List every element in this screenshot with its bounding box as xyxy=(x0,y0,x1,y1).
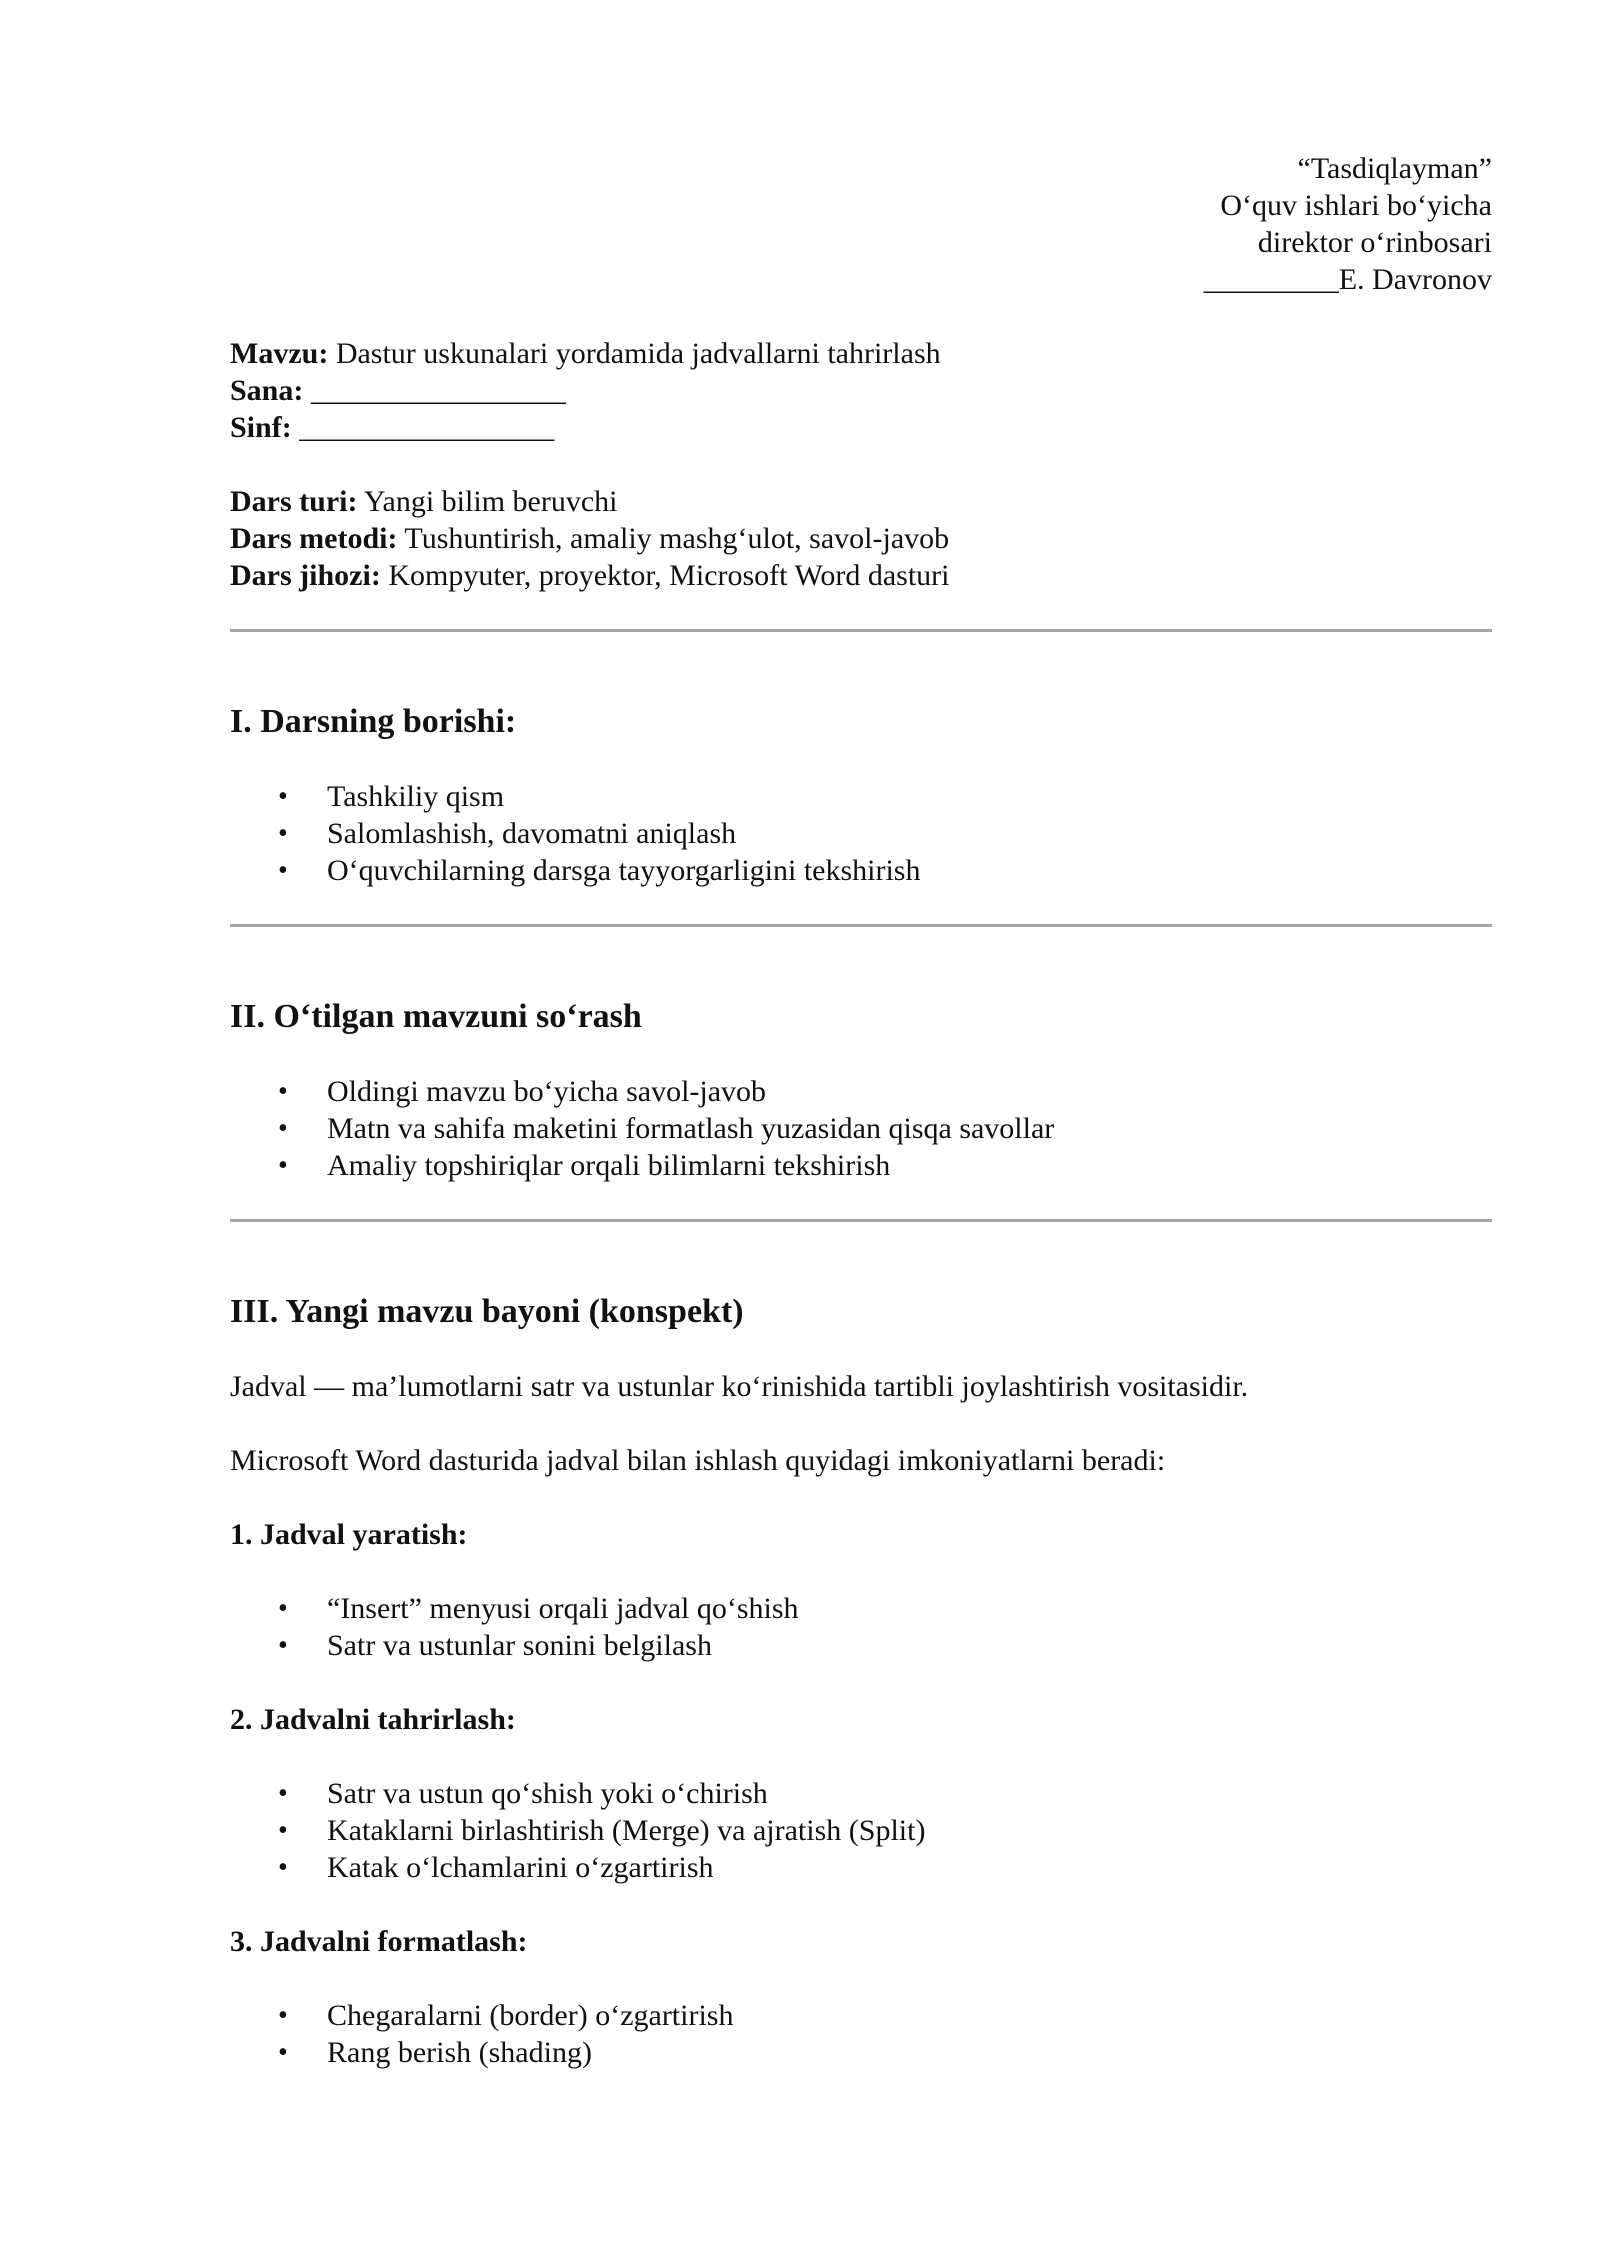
bullet-icon: • xyxy=(278,1113,288,1144)
list-item: • Oldingi mavzu bo‘yicha savol-javob xyxy=(278,1075,767,1108)
bullet-icon: • xyxy=(278,1150,288,1181)
date-value: _________________ xyxy=(303,374,566,407)
subsection-title: 2. Jadvalni tahrirlash: xyxy=(230,1703,516,1736)
subsection-title: 3. Jadvalni formatlash: xyxy=(230,1925,528,1958)
topic-row xyxy=(230,335,1492,372)
section-title: I. Darsning borishi: xyxy=(230,703,517,740)
section-title: III. Yangi mavzu bayoni (konspekt) xyxy=(230,1293,744,1330)
list-item: • Katak o‘lchamlarini o‘zgartirish xyxy=(278,1851,714,1884)
class-value: _________________ xyxy=(291,411,555,444)
list-item: • O‘quvchilarning darsga tayyorgarligini tekshirish xyxy=(278,854,921,887)
document-page xyxy=(230,150,1492,2071)
approval-line: O‘quv ishlari bo‘yicha xyxy=(1220,189,1492,222)
paragraph: Jadval — ma’lumotlarni satr va ustunlar ko‘rinishida tartibli joylashtirish vositasidir. xyxy=(230,1370,1249,1403)
approval-block xyxy=(230,150,1492,298)
bullet-icon: • xyxy=(278,1630,288,1661)
section-title: II. O‘tilgan mavzuni so‘rash xyxy=(230,998,642,1035)
approval-line: “Tasdiqlayman” xyxy=(1297,152,1492,185)
approval-line: direktor o‘rinbosari xyxy=(1257,226,1492,259)
lesson-equipment-row xyxy=(230,557,1492,594)
paragraph: Microsoft Word dasturida jadval bilan ishlash quyidagi imkoniyatlarni beradi: xyxy=(230,1444,1166,1477)
bullet-icon: • xyxy=(278,818,288,849)
lesson-method-value: Tushuntirish, amaliy mashg‘ulot, savol-javob xyxy=(397,522,950,555)
list-item: • “Insert” menyusi orqali jadval qo‘shish xyxy=(278,1592,799,1625)
section2-list xyxy=(230,1073,1492,1184)
list-item: • Chegaralarni (border) o‘zgartirish xyxy=(278,1999,734,2032)
bullet-icon: • xyxy=(278,781,288,812)
date-label: Sana: xyxy=(230,374,304,407)
bullet-icon: • xyxy=(278,1593,288,1624)
topic-label: Mavzu: xyxy=(230,337,329,370)
bullet-icon: • xyxy=(278,2000,288,2031)
list-item: • Kataklarni birlashtirish (Merge) va ajratish (Split) xyxy=(278,1814,926,1847)
bullet-icon: • xyxy=(278,855,288,886)
lesson-method-label: Dars metodi: xyxy=(230,522,398,555)
lesson-method-row xyxy=(230,520,1492,557)
subsection2-list xyxy=(230,1775,1492,1886)
topic-value: Dastur uskunalari yordamida jadvallarni tahrirlash xyxy=(328,337,941,370)
list-item: • Tashkiliy qism xyxy=(278,780,505,813)
section1-list xyxy=(230,778,1492,889)
lesson-meta xyxy=(230,335,1492,594)
lesson-equipment-label: Dars jihozi: xyxy=(230,559,381,592)
subsection1-list xyxy=(230,1590,1492,1664)
class-row xyxy=(230,409,1492,446)
subsection-title: 1. Jadval yaratish: xyxy=(230,1518,468,1551)
bullet-icon: • xyxy=(278,1852,288,1883)
bullet-icon: • xyxy=(278,1076,288,1107)
list-item: • Rang berish (shading) xyxy=(278,2036,592,2069)
lesson-equipment-value: Kompyuter, proyektor, Microsoft Word dasturi xyxy=(380,559,950,592)
list-item: • Satr va ustunlar sonini belgilash xyxy=(278,1629,712,1662)
list-item: • Amaliy topshiriqlar orqali bilimlarni tekshirish xyxy=(278,1149,891,1182)
lesson-type-row xyxy=(230,483,1492,520)
class-label: Sinf: xyxy=(230,411,292,444)
date-row xyxy=(230,372,1492,409)
subsection3-list xyxy=(230,1997,1492,2071)
list-item: • Salomlashish, davomatni aniqlash xyxy=(278,817,737,850)
lesson-type-value: Yangi bilim beruvchi xyxy=(357,485,618,518)
bullet-icon: • xyxy=(278,1778,288,1809)
lesson-type-label: Dars turi: xyxy=(230,485,358,518)
list-item: • Matn va sahifa maketini formatlash yuzasidan qisqa savollar xyxy=(278,1112,1055,1145)
list-item: • Satr va ustun qo‘shish yoki o‘chirish xyxy=(278,1777,768,1810)
approval-signature-line: _________E. Davronov xyxy=(1203,263,1492,296)
bullet-icon: • xyxy=(278,1815,288,1846)
bullet-icon: • xyxy=(278,2037,288,2068)
